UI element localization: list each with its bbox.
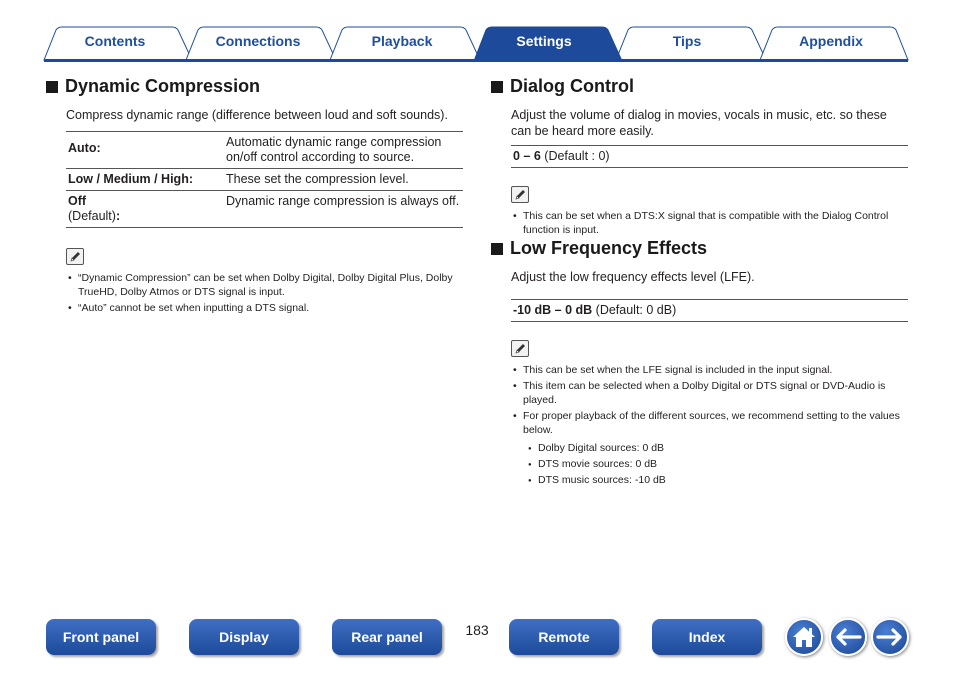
square-bullet-icon (46, 81, 58, 93)
rear-panel-button[interactable]: Rear panel (332, 619, 442, 655)
default-marker: (Default) (68, 209, 116, 223)
tab-appendix[interactable]: Appendix (799, 33, 863, 49)
forward-button[interactable] (871, 618, 909, 656)
tab-tips[interactable]: Tips (672, 33, 702, 49)
display-button[interactable]: Display (189, 619, 299, 655)
home-button[interactable] (785, 618, 823, 656)
front-panel-button[interactable]: Front panel (46, 619, 156, 655)
list-item: ● DTS music sources: -10 dB (527, 473, 911, 487)
low-frequency-effects-notes (511, 363, 908, 437)
list-item: ● Dolby Digital sources: 0 dB (527, 441, 911, 455)
tab-connections[interactable]: Connections (215, 33, 301, 49)
list-item: • This can be set when a DTS:X signal that is compatible with the Dialog Control function is input. (511, 209, 908, 237)
low-frequency-effects-description: Adjust the low frequency effects level (LFE). (511, 270, 755, 284)
dialog-control-section (491, 76, 911, 239)
back-button[interactable] (829, 618, 867, 656)
range-value: -10 dB – 0 dB (513, 303, 593, 317)
tab-settings[interactable]: Settings (516, 33, 572, 49)
range-default: (Default : 0) (540, 149, 610, 163)
note-block (66, 248, 466, 315)
section-title (46, 76, 466, 97)
list-item: • “Auto” cannot be set when inputting a DTS signal. (66, 301, 456, 315)
tab-shapes (0, 0, 954, 64)
top-tab-bar (0, 0, 954, 64)
tab-playback[interactable]: Playback (371, 33, 433, 49)
table-row (66, 191, 463, 228)
pencil-note-icon (511, 340, 529, 357)
option-label: Low / Medium / High: (68, 172, 193, 186)
dynamic-compression-options-table (66, 131, 463, 228)
list-item: ● DTS movie sources: 0 dB (527, 457, 911, 471)
page-number: 183 (465, 622, 489, 638)
low-frequency-effects-title: Low Frequency Effects (510, 238, 708, 258)
option-value: These set the compression level. (226, 172, 409, 186)
tab-baseline (44, 59, 908, 62)
list-item: • “Dynamic Compression” can be set when Dolby Digital, Dolby Digital Plus, Dolby TrueHD, Dolby Atmos or DTS signal is input. (66, 271, 456, 299)
option-value: Dynamic range compression is always off. (226, 194, 460, 208)
dynamic-compression-title: Dynamic Compression (65, 76, 261, 96)
back-arrow-icon (834, 627, 862, 647)
option-label: Off (68, 194, 87, 208)
option-label: Auto: (68, 141, 101, 155)
range-default: (Default: 0 dB) (592, 303, 677, 317)
option-value: Automatic dynamic range compression on/off control according to source. (226, 135, 442, 164)
list-item: • This item can be selected when a Dolby Digital or DTS signal or DVD-Audio is played. (511, 379, 908, 407)
dialog-control-range (511, 145, 908, 168)
dialog-control-notes (511, 209, 908, 237)
dynamic-compression-description: Compress dynamic range (difference between loud and soft sounds). (66, 108, 448, 122)
note-block (511, 186, 911, 237)
pencil-note-icon (511, 186, 529, 203)
remote-button[interactable]: Remote (509, 619, 619, 655)
table-row (66, 169, 463, 191)
table-row (66, 132, 463, 169)
section-title (491, 238, 911, 259)
dialog-control-description: Adjust the volume of dialog in movies, vocals in music, etc. so these can be heard more easily. (511, 108, 887, 138)
low-frequency-effects-sub-notes (527, 441, 911, 487)
dynamic-compression-section (46, 76, 466, 317)
list-item: • This can be set when the LFE signal is included in the input signal. (511, 363, 908, 377)
option-label-sub: (Default): (68, 209, 121, 223)
index-button[interactable]: Index (652, 619, 762, 655)
square-bullet-icon (491, 81, 503, 93)
range-value: 0 – 6 (513, 149, 541, 163)
option-label-cell (66, 191, 224, 228)
note-block (511, 340, 911, 487)
pencil-note-icon (66, 248, 84, 265)
square-bullet-icon (491, 243, 503, 255)
low-frequency-effects-range (511, 299, 908, 322)
dynamic-compression-notes (66, 271, 456, 315)
section-title (491, 76, 911, 97)
home-icon (791, 625, 817, 649)
forward-arrow-icon (876, 627, 904, 647)
list-item: • For proper playback of the different sources, we recommend setting to the values below. (511, 409, 908, 437)
low-frequency-effects-section (491, 238, 911, 489)
tab-contents[interactable]: Contents (84, 33, 146, 49)
dialog-control-title: Dialog Control (510, 76, 634, 96)
